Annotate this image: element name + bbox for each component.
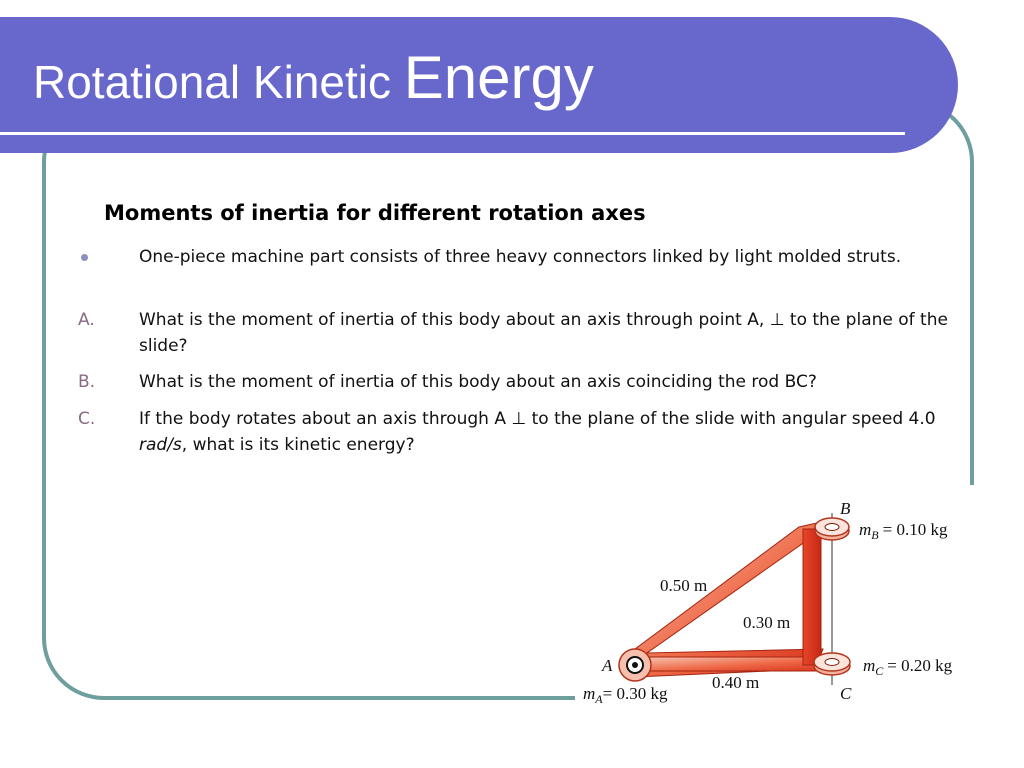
title-text-large: Energy xyxy=(403,44,594,111)
list-item-text xyxy=(139,406,958,458)
mass-b-symbol: m xyxy=(859,520,872,539)
label-length-ab: 0.50 m xyxy=(660,576,708,595)
item-text-a: What is the moment of inertia of this body about an axis through point A, ⊥ to the plane of the slide? xyxy=(139,310,948,356)
bullet-dot-icon xyxy=(81,254,88,261)
item-text-b: What is the moment of inertia of this body about an axis coinciding the rod BC? xyxy=(139,372,817,392)
item-letter-c: C. xyxy=(78,409,96,429)
list-item-text xyxy=(139,369,958,395)
title-underline xyxy=(0,132,905,135)
label-point-b: B xyxy=(840,499,851,518)
list-item-intro xyxy=(78,244,958,270)
mass-c-value: = 0.20 kg xyxy=(887,656,953,675)
mass-b-subscript: B xyxy=(871,528,879,542)
item-text-c-units: rad/s xyxy=(139,435,182,455)
list-item-a xyxy=(78,307,958,359)
item-text-c-end: , what is its kinetic energy? xyxy=(181,435,415,455)
label-mass-c xyxy=(863,656,953,678)
item-letter-b: B. xyxy=(78,372,96,392)
label-length-bc: 0.30 m xyxy=(743,613,791,632)
connector-c-hole xyxy=(825,659,839,666)
axis-a-dot-icon xyxy=(632,662,638,668)
mass-a-subscript: A xyxy=(595,692,603,706)
list-item-text xyxy=(139,244,958,270)
label-point-c: C xyxy=(840,684,852,703)
label-point-a: A xyxy=(602,656,613,675)
mass-a-value: = 0.30 kg xyxy=(602,684,668,703)
mass-c-subscript: C xyxy=(875,664,884,678)
list-item-text xyxy=(139,307,958,359)
strut-ab xyxy=(627,523,823,677)
mass-a-symbol: m xyxy=(583,684,596,703)
machine-part-diagram xyxy=(575,485,980,710)
label-mass-b xyxy=(859,520,948,542)
slide-title xyxy=(33,46,594,114)
label-length-ac: 0.40 m xyxy=(712,673,760,692)
machine-part-figure xyxy=(575,485,980,710)
connector-b-hole xyxy=(825,524,839,531)
list-item-c xyxy=(78,406,958,458)
item-letter-a: A. xyxy=(78,310,95,330)
item-text-intro: One-piece machine part consists of three heavy connectors linked by light molded struts. xyxy=(139,247,902,267)
list-item-b xyxy=(78,369,958,395)
mass-b-value: = 0.10 kg xyxy=(882,520,948,539)
item-text-c: If the body rotates about an axis through A ⊥ to the plane of the slide with angular speed 4.0 xyxy=(139,409,936,429)
strut-bc xyxy=(803,529,821,665)
slide-subtitle: Moments of inertia for different rotation axes xyxy=(104,201,646,225)
mass-c-symbol: m xyxy=(863,656,876,675)
label-mass-a xyxy=(583,684,668,706)
title-text: Rotational Kinetic xyxy=(33,56,404,108)
